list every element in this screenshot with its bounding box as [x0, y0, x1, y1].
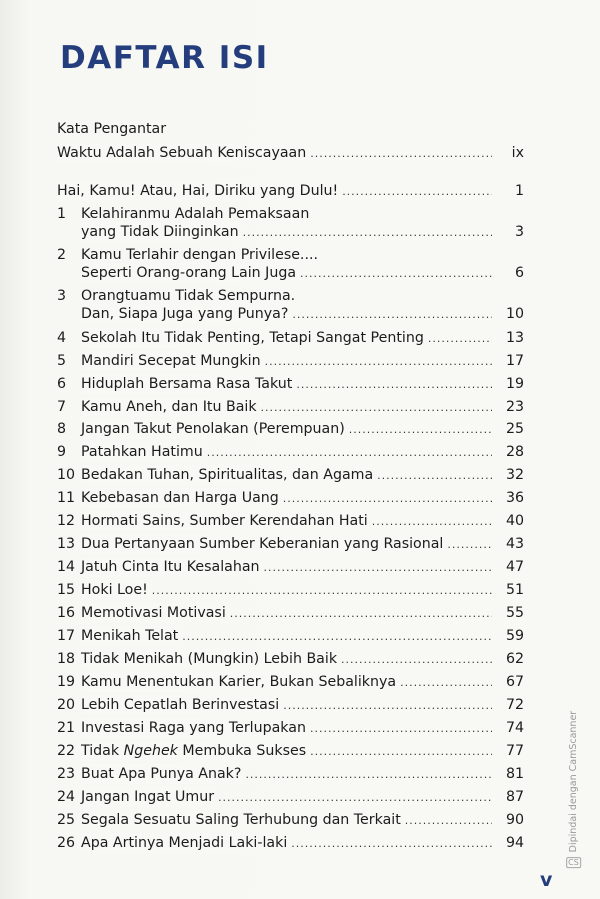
toc-page-number: 28	[505, 444, 524, 460]
page-title: DAFTAR ISI	[60, 40, 269, 76]
toc-chapter-row	[0, 810, 600, 830]
dot-leader	[342, 182, 492, 202]
dot-leader	[428, 329, 492, 349]
toc-entry-title: Hoki Loe!	[81, 580, 152, 600]
dot-leader	[243, 223, 492, 243]
chapter-number: 12	[57, 513, 76, 529]
toc-chapter-row	[0, 351, 600, 371]
chapter-number: 14	[57, 559, 76, 575]
toc-page-number: 19	[505, 376, 524, 392]
toc-chapter-row	[0, 557, 600, 577]
dot-leader	[300, 264, 492, 284]
dot-leader	[292, 305, 492, 325]
dot-leader	[245, 765, 492, 785]
toc-page-number: 74	[505, 720, 524, 736]
toc-chapter-row-cont	[0, 222, 600, 242]
dot-leader	[349, 420, 492, 440]
dot-leader	[400, 673, 492, 693]
toc-entry-title: Investasi Raga yang Terlupakan	[81, 718, 310, 738]
toc-entry-title: Hormati Sains, Sumber Kerendahan Hati	[81, 511, 372, 531]
toc-chapter-row	[0, 245, 600, 265]
toc-chapter-row	[0, 465, 600, 485]
chapter-number: 16	[57, 605, 76, 621]
toc-page-number: 90	[505, 812, 524, 828]
toc-page-number: 1	[514, 183, 524, 199]
toc-entry-title: Sekolah Itu Tidak Penting, Tetapi Sangat Penting	[81, 328, 428, 348]
toc-entry-title-line2: yang Tidak Diinginkan	[81, 222, 243, 242]
toc-preface-heading-row	[0, 119, 600, 139]
dot-leader	[265, 352, 492, 372]
toc-chapter-row	[0, 328, 600, 348]
toc-entry-title: Hiduplah Bersama Rasa Takut	[81, 374, 296, 394]
toc-page-number: 3	[514, 224, 524, 240]
chapter-number: 8	[57, 421, 67, 437]
toc-entry-title: Menikah Telat	[81, 626, 182, 646]
camscanner-icon: CS	[568, 858, 579, 868]
dot-leader	[372, 512, 492, 532]
chapter-number: 24	[57, 789, 76, 805]
toc-entry-title: Jangan Ingat Umur	[81, 787, 218, 807]
toc-chapter-row	[0, 511, 600, 531]
chapter-number: 26	[57, 835, 76, 851]
dot-leader	[310, 144, 492, 164]
toc-chapter-row	[0, 649, 600, 669]
toc-chapter-row	[0, 442, 600, 462]
toc-entry-title: Kamu Aneh, dan Itu Baik	[81, 397, 261, 417]
chapter-number: 23	[57, 766, 76, 782]
chapter-number: 19	[57, 674, 76, 690]
toc-entry-title: Lebih Cepatlah Berinvestasi	[81, 695, 283, 715]
toc-chapter-row-cont	[0, 304, 600, 324]
toc-chapter-row	[0, 419, 600, 439]
toc-entry-title: Kebebasan dan Harga Uang	[81, 488, 283, 508]
toc-chapter-row	[0, 374, 600, 394]
toc-page-number: 67	[505, 674, 524, 690]
toc-entry-title: Mandiri Secepat Mungkin	[81, 351, 265, 371]
chapter-number: 20	[57, 697, 76, 713]
toc-entry-title: Dua Pertanyaan Sumber Keberanian yang Rasional	[81, 534, 447, 554]
toc-chapter-row	[0, 787, 600, 807]
toc-page-number: 6	[514, 265, 524, 281]
toc-page-number: 59	[505, 628, 524, 644]
toc-chapter-row	[0, 204, 600, 224]
toc-chapter-row	[0, 534, 600, 554]
dot-leader	[182, 627, 492, 647]
toc-page-number: 55	[505, 605, 524, 621]
chapter-number: 7	[57, 399, 67, 415]
chapter-number: 9	[57, 444, 67, 460]
toc-entry-title: Buat Apa Punya Anak?	[81, 764, 245, 784]
dot-leader	[291, 834, 492, 854]
dot-leader	[310, 742, 492, 762]
dot-leader	[261, 398, 492, 418]
chapter-number: 3	[57, 288, 67, 304]
toc-chapter-row	[0, 741, 600, 761]
toc-entry-title: Tidak Menikah (Mungkin) Lebih Baik	[81, 649, 341, 669]
toc-page-number: 10	[505, 306, 524, 322]
toc-chapter-row	[0, 718, 600, 738]
chapter-number: 22	[57, 743, 76, 759]
toc-chapter-row	[0, 580, 600, 600]
toc-page-number: 32	[505, 467, 524, 483]
toc-preface-heading: Kata Pengantar	[57, 121, 167, 137]
toc-entry-title: Bedakan Tuhan, Spiritualitas, dan Agama	[81, 465, 377, 485]
toc-entry-title-line1: Kelahiranmu Adalah Pemaksaan	[81, 206, 310, 222]
chapter-number: 15	[57, 582, 76, 598]
toc-page-number: 77	[505, 743, 524, 759]
dot-leader	[207, 443, 492, 463]
toc-page-number: 17	[505, 353, 524, 369]
chapter-number: 6	[57, 376, 67, 392]
toc-entry-title: Patahkan Hatimu	[81, 442, 207, 462]
toc-page-number: ix	[511, 145, 524, 161]
toc-page-number: 43	[505, 536, 524, 552]
dot-leader	[283, 489, 492, 509]
toc-preface-row	[0, 143, 600, 163]
dot-leader	[377, 466, 492, 486]
toc-chapter-row	[0, 286, 600, 306]
chapter-number: 21	[57, 720, 76, 736]
toc-chapter-row	[0, 603, 600, 623]
dot-leader	[264, 558, 492, 578]
toc-entry-title: Jangan Takut Penolakan (Perempuan)	[81, 419, 349, 439]
toc-chapter-row	[0, 672, 600, 692]
toc-entry-title: Hai, Kamu! Atau, Hai, Diriku yang Dulu!	[57, 181, 342, 201]
toc-entry-title: Segala Sesuatu Saling Terhubung dan Terkait	[81, 810, 405, 830]
chapter-number: 5	[57, 353, 67, 369]
dot-leader	[152, 581, 492, 601]
toc-entry-title: Jatuh Cinta Itu Kesalahan	[81, 557, 264, 577]
dot-leader	[283, 696, 492, 716]
toc-chapter-row	[0, 833, 600, 853]
toc-chapter-row-cont	[0, 263, 600, 283]
dot-leader	[405, 811, 492, 831]
toc-page-number: 25	[505, 421, 524, 437]
toc-entry-title-line2: Seperti Orang-orang Lain Juga	[81, 263, 300, 283]
toc-chapter-row	[0, 695, 600, 715]
toc-entry-title-line1: Orangtuamu Tidak Sempurna.	[81, 288, 296, 304]
dot-leader	[230, 604, 492, 624]
chapter-number: 13	[57, 536, 76, 552]
toc-page-number: 72	[505, 697, 524, 713]
dot-leader	[341, 650, 492, 670]
toc-page-number: 40	[505, 513, 524, 529]
scanner-watermark-text: Dipindai dengan CamScanner	[568, 710, 579, 853]
toc-entry-title: Apa Artinya Menjadi Laki-laki	[81, 833, 291, 853]
toc-page-number: 13	[505, 330, 524, 346]
dot-leader	[447, 535, 492, 555]
chapter-number: 1	[57, 206, 67, 222]
toc-page-number: 47	[505, 559, 524, 575]
toc-entry-title: Memotivasi Motivasi	[81, 603, 230, 623]
page-folio: v	[540, 869, 553, 891]
chapter-number: 10	[57, 467, 76, 483]
toc-entry-title-line1: Kamu Terlahir dengan Privilese....	[81, 247, 318, 263]
toc-page-number: 36	[505, 490, 524, 506]
toc-entry-title-line2: Dan, Siapa Juga yang Punya?	[81, 304, 292, 324]
toc-entry-title: Tidak Ngehek Membuka Sukses	[81, 741, 310, 761]
toc-entry-title: Kamu Menentukan Karier, Bukan Sebaliknya	[81, 672, 400, 692]
toc-chapter-row	[0, 397, 600, 417]
toc-page-number: 87	[505, 789, 524, 805]
toc-page-number: 62	[505, 651, 524, 667]
toc-page-number: 81	[505, 766, 524, 782]
italic-word: Ngehek	[123, 743, 178, 759]
chapter-number: 11	[57, 490, 76, 506]
toc-page-number: 51	[505, 582, 524, 598]
dot-leader	[296, 375, 492, 395]
chapter-number: 25	[57, 812, 76, 828]
toc-chapter-row	[0, 764, 600, 784]
toc-entry-title: Waktu Adalah Sebuah Keniscayaan	[57, 143, 310, 163]
chapter-number: 4	[57, 330, 67, 346]
toc-page-number: 94	[505, 835, 524, 851]
toc-chapter-row	[0, 626, 600, 646]
chapter-number: 18	[57, 651, 76, 667]
chapter-number: 17	[57, 628, 76, 644]
toc-page-number: 23	[505, 399, 524, 415]
chapter-number: 2	[57, 247, 67, 263]
toc-intro-row	[0, 181, 600, 201]
toc-chapter-row	[0, 488, 600, 508]
dot-leader	[218, 788, 492, 808]
dot-leader	[310, 719, 492, 739]
scanner-watermark	[568, 711, 579, 870]
